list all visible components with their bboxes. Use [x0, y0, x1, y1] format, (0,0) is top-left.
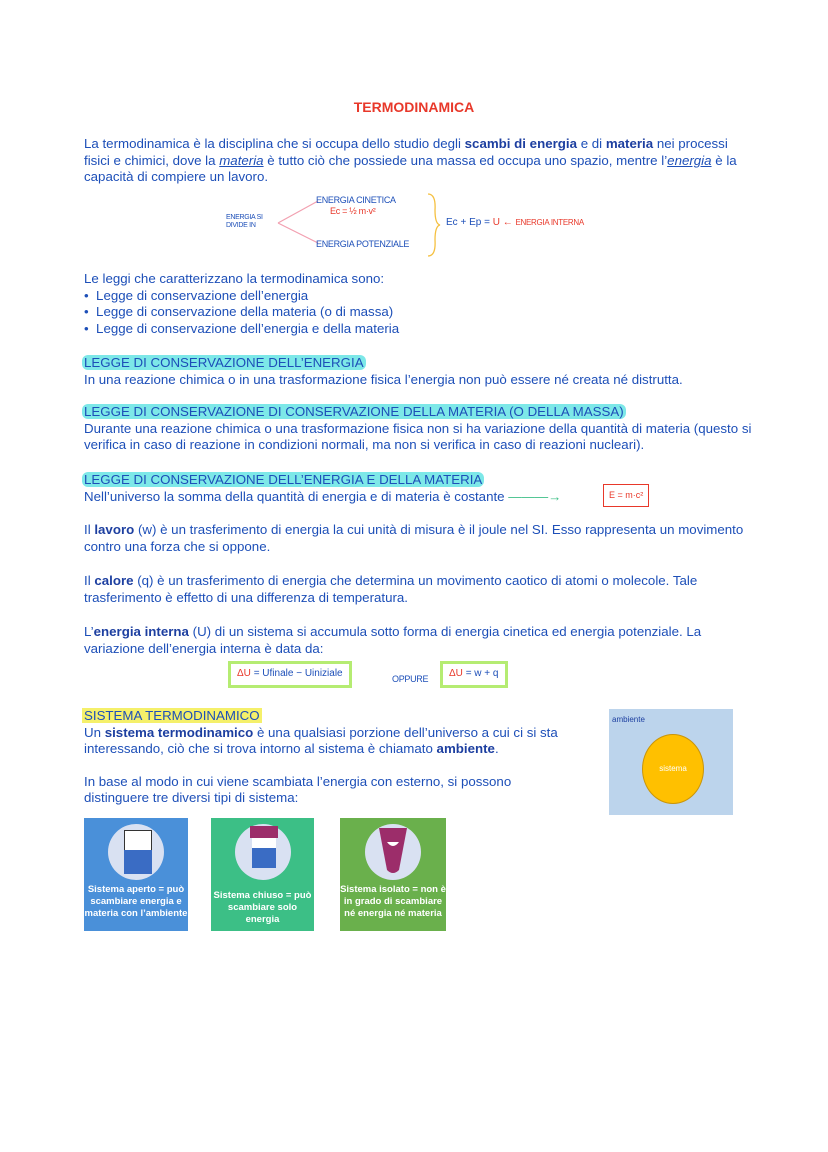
diagram-kinetic: ENERGIA CINETICA	[316, 195, 396, 205]
formula-box-1: ΔU = Ufinale − Uiniziale	[228, 661, 352, 688]
intro-paragraph: La termodinamica è la disciplina che si occupa dello studio degli scambi di energia e di materia nei processi fisici e chimici, dove la materia è tutto ciò che possiede una massa ed occupa uno spazio, mentre l’energia è la capacità di compiere un lavoro.	[84, 136, 737, 184]
card-isolated-system	[340, 818, 446, 931]
section-heading: LEGGE DI CONSERVAZIONE DI CONSERVAZIONE DELLA MATERIA (O DELLA MASSA)	[84, 404, 624, 419]
card-closed-system	[211, 818, 314, 931]
list-item: • Legge di conservazione dell’energia e della materia	[84, 320, 400, 336]
card-open-system	[84, 818, 188, 931]
interna-paragraph: L’energia interna (U) di un sistema si accumula sotto forma di energia cinetica ed energia potenziale. La variazione dell’energia interna è data da:	[84, 624, 702, 656]
section-sistema	[82, 708, 602, 807]
thermos-icon	[365, 824, 421, 880]
section-energy	[82, 355, 752, 388]
section-heading: SISTEMA TERMODINAMICO	[84, 708, 260, 723]
energy-diagram	[220, 190, 640, 260]
section-heading: LEGGE DI CONSERVAZIONE DELL’ENERGIA	[84, 355, 364, 370]
section-energy-matter	[82, 472, 752, 505]
sistema-circle: sistema	[642, 734, 704, 804]
beaker-open-icon	[108, 824, 164, 880]
oppure-label: OPPURE	[392, 674, 429, 684]
card-text: Sistema chiuso = può scambiare solo energia	[213, 890, 312, 925]
page-title: TERMODINAMICA	[353, 99, 475, 115]
ambiente-label: ambiente	[612, 715, 645, 724]
card-text: Sistema isolato = non è in grado di scambiare né energia né materia	[340, 884, 446, 919]
diagram-root: ENERGIA SI DIVIDE IN	[226, 214, 263, 229]
brace	[426, 192, 442, 258]
section-text: In base al modo in cui viene scambiata l’energia con esterno, si possono distinguere tre diversi tipi di sistema:	[84, 773, 512, 805]
branch-lines	[276, 198, 321, 248]
laws-intro: Le leggi che caratterizzano la termodinamica sono:	[84, 271, 385, 286]
diagram-kinetic-formula: Ec = ½ m·v²	[330, 206, 376, 216]
calore-paragraph: Il calore (q) è un trasferimento di energia che determina un movimento caotico di atomi o molecole. Tale trasferimento è effetto di una differenza di temperatura.	[84, 573, 698, 605]
beaker-closed-icon	[235, 824, 291, 880]
section-heading: LEGGE DI CONSERVAZIONE DELL’ENERGIA E DELLA MATERIA	[84, 472, 483, 487]
list-item: • Legge di conservazione dell’energia	[84, 287, 309, 303]
card-text: Sistema aperto = può scambiare energia e materia con l’ambiente	[84, 884, 188, 919]
lavoro-paragraph: Il lavoro (w) è un trasferimento di energia la cui unità di misura è il joule nel SI. Esso rappresenta un movimento contro una forza che si oppone.	[84, 522, 744, 554]
formula-box-2: ΔU = w + q	[440, 661, 508, 688]
section-text: In una reazione chimica o in una trasformazione fisica l’energia non può essere né creata né distrutta.	[84, 371, 683, 387]
diagram-potential: ENERGIA POTENZIALE	[316, 239, 410, 249]
ambiente-diagram	[609, 709, 733, 815]
section-text: Durante una reazione chimica o una trasformazione fisica non si ha variazione della quantità di materia (questo si verifica in caso di reazione in condizioni normali, ma non si verifica in caso di reazioni nucleari).	[84, 420, 752, 452]
emc2-formula: E = m·c²	[603, 484, 649, 507]
section-text: Nell’universo la somma della quantità di energia e di materia è costante ———→	[84, 488, 562, 504]
list-item: • Legge di conservazione della materia (o di massa)	[84, 304, 394, 319]
section-text: Un sistema termodinamico è una qualsiasi porzione dell’universo a cui ci si sta interessando, ciò che si trova intorno al sistema è chiamato ambiente.	[84, 724, 558, 756]
laws-list	[84, 271, 744, 337]
diagram-sum: Ec + Ep = U ← ENERGIA INTERNA	[446, 217, 584, 228]
section-matter	[82, 404, 752, 454]
